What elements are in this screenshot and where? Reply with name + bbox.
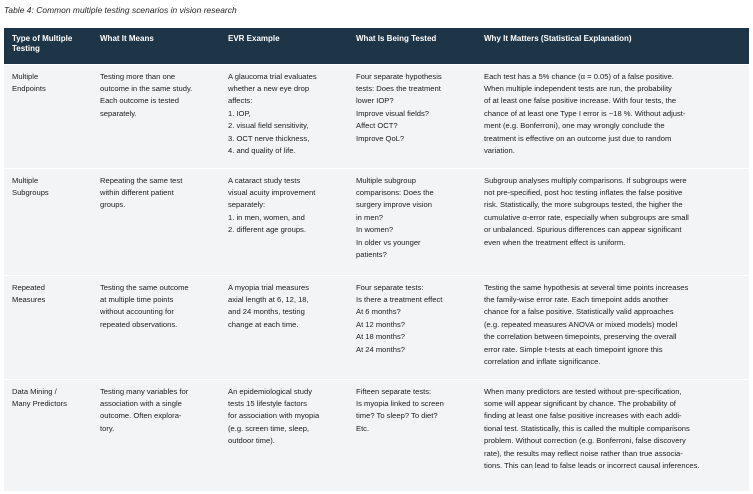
cell-text-line: ment (e.g. Bonferroni), one may wrongly conclude the	[484, 121, 665, 131]
cell-text-line: outcome. Often explora-	[100, 411, 182, 421]
cell-text-line: tests: Does the treatment	[356, 83, 441, 93]
cell-text-line: Each test has a 5% chance (α = 0.05) of a false positive.	[484, 71, 674, 81]
cell-text-line: for association with myopia	[228, 411, 320, 421]
cell-text-line: Multiple subgroup	[356, 175, 416, 185]
cell-text-line: risk. Statistically, the more subgroups tested, the higher the	[484, 200, 683, 210]
cell-text-line: Multiple	[12, 71, 39, 81]
table-row	[4, 64, 749, 168]
header-line: Testing	[12, 44, 40, 53]
cell-text-line: patients?	[356, 249, 387, 259]
cell-text-line: outdoor time).	[228, 436, 275, 446]
cell-what-it-means	[92, 168, 220, 275]
cell-what-is-tested	[348, 64, 476, 168]
cell-text-line: At 6 months?	[356, 307, 401, 317]
cell-text-line: separately:	[228, 200, 266, 210]
cell-text-line: groups.	[100, 200, 126, 210]
cell-text-line: visual acuity improvement	[228, 187, 316, 197]
header-type	[4, 28, 92, 64]
cell-text-line: Multiple	[12, 175, 39, 185]
cell-text-line: Affect OCT?	[356, 121, 398, 131]
cell-text-line: A myopia trial measures	[228, 282, 310, 292]
cell-text-line: When multiple independent tests are run, the probability	[484, 83, 672, 93]
cell-text-line: 1. IOP,	[228, 108, 251, 118]
cell-text-line: tests 15 lifestyle factors	[228, 398, 307, 408]
cell-text-line: 1. in men, women, and	[228, 212, 305, 222]
cell-what-is-tested	[348, 168, 476, 275]
cell-text-line: time? To sleep? To diet?	[356, 411, 438, 421]
cell-text-line: Fifteen separate tests:	[356, 386, 432, 396]
cell-text-line: of at least one false positive increase. With four tests, the	[484, 96, 677, 106]
cell-text-line: Many Predictors	[12, 398, 67, 408]
cell-text-line: the correlation between timepoints, preserving the overall	[484, 332, 677, 342]
cell-text-line: Endpoints	[12, 83, 46, 93]
cell-text-line: An epidemiological study	[228, 386, 313, 396]
header-what-it-means	[92, 28, 220, 64]
cell-text-line: surgery improve vision	[356, 200, 432, 210]
cell-text-line: Improve visual fields?	[356, 108, 430, 118]
cell-text-line: Etc.	[356, 423, 370, 433]
cell-text-line: At 24 months?	[356, 344, 405, 354]
cell-text-line: (e.g. screen time, sleep,	[228, 423, 310, 433]
cell-text-line: the family-wise error rate. Each timepoint adds another	[484, 294, 669, 304]
cell-text-line: change at each time.	[228, 319, 299, 329]
cell-evr-example	[220, 275, 348, 379]
cell-text-line: At 18 months?	[356, 332, 405, 342]
header-line: What It Means	[100, 34, 154, 43]
cell-what-it-means	[92, 379, 220, 491]
table-row	[4, 275, 749, 379]
cell-why-it-matters	[476, 64, 749, 168]
cell-text-line: tions. This can lead to false leads or incorrect causal inferences.	[484, 460, 700, 470]
table-caption: Table 4: Common multiple testing scenarios in vision research	[4, 5, 237, 15]
cell-text-line: (e.g. repeated measures ANOVA or mixed models) model	[484, 319, 678, 329]
cell-text-line: 2. different age groups.	[228, 225, 306, 235]
cell-why-it-matters	[476, 379, 749, 491]
cell-text-line: Testing the same outcome	[100, 282, 189, 292]
cell-type	[4, 379, 92, 491]
cell-text-line: or unbalanced. Spurious differences can appear significant	[484, 225, 682, 235]
cell-what-it-means	[92, 64, 220, 168]
cell-text-line: Repeating the same test	[100, 175, 183, 185]
cell-text-line: comparisons: Does the	[356, 187, 434, 197]
cell-type	[4, 275, 92, 379]
cell-text-line: chance of at least one Type I error is ~18 %. Without adjust-	[484, 108, 686, 118]
cell-text-line: lower IOP?	[356, 96, 394, 106]
multiple-testing-scenarios-table	[4, 28, 749, 491]
cell-text-line: Each outcome is tested	[100, 96, 179, 106]
cell-what-is-tested	[348, 275, 476, 379]
cell-text-line: Data Mining /	[12, 386, 57, 396]
cell-text-line: Four separate hypothesis	[356, 71, 442, 81]
table-header-row	[4, 28, 749, 64]
cell-text-line: In women?	[356, 225, 394, 235]
cell-text-line: 3. OCT nerve thickness,	[228, 133, 310, 143]
cell-text-line: Improve QoL?	[356, 133, 405, 143]
cell-text-line: 2. visual field sensitivity,	[228, 121, 309, 131]
cell-evr-example	[220, 168, 348, 275]
cell-text-line: treatment is effective on an outcome just due to random	[484, 133, 672, 143]
table-body	[4, 64, 749, 491]
header-line: Type of Multiple	[12, 34, 73, 43]
table-row	[4, 168, 749, 275]
cell-text-line: at multiple time points	[100, 294, 174, 304]
cell-why-it-matters	[476, 168, 749, 275]
cell-text-line: affects:	[228, 96, 253, 106]
cell-text-line: Testing more than one	[100, 71, 176, 81]
header-what-is-tested	[348, 28, 476, 64]
cell-text-line: separately.	[100, 108, 137, 118]
cell-type	[4, 64, 92, 168]
cell-text-line: repeated observations.	[100, 319, 178, 329]
cell-text-line: variation.	[484, 145, 515, 155]
cell-text-line: At 12 months?	[356, 319, 405, 329]
cell-text-line: Testing many variables for	[100, 386, 189, 396]
cell-text-line: chance for a false positive. Statistically valid approaches	[484, 307, 674, 317]
cell-text-line: some will appear significant by chance. The probability of	[484, 398, 676, 408]
cell-what-it-means	[92, 275, 220, 379]
cell-text-line: within different patient	[100, 187, 174, 197]
scenarios-table-container	[4, 28, 749, 491]
cell-text-line: in men?	[356, 212, 384, 222]
cell-evr-example	[220, 64, 348, 168]
cell-text-line: Testing the same hypothesis at several time points increases	[484, 282, 689, 292]
cell-text-line: In older vs younger	[356, 237, 421, 247]
header-line: Why It Matters (Statistical Explanation)	[484, 34, 632, 43]
cell-text-line: whether a new eye drop	[228, 83, 310, 93]
cell-text-line: A cataract study tests	[228, 175, 301, 185]
header-why-it-matters	[476, 28, 749, 64]
cell-text-line: axial length at 6, 12, 18,	[228, 294, 309, 304]
cell-text-line: Measures	[12, 294, 46, 304]
cell-text-line: When many predictors are tested without pre-specification,	[484, 386, 682, 396]
cell-text-line: even when the treatment effect is uniform.	[484, 237, 626, 247]
cell-text-line: tory.	[100, 423, 115, 433]
cell-text-line: Subgroups	[12, 187, 49, 197]
cell-text-line: error rate. Simple t-tests at each timepoint ignore this	[484, 344, 663, 354]
cell-text-line: 4. and quality of life.	[228, 145, 296, 155]
cell-text-line: tional test. Statistically, this is called the multiple comparisons	[484, 423, 690, 433]
table-row	[4, 379, 749, 491]
cell-type	[4, 168, 92, 275]
cell-text-line: Is there a treatment effect	[356, 294, 443, 304]
header-evr-example	[220, 28, 348, 64]
cell-text-line: without accounting for	[100, 307, 174, 317]
header-line: What Is Being Tested	[356, 34, 437, 43]
cell-text-line: problem. Without correction (e.g. Bonferroni, false discovery	[484, 436, 686, 446]
cell-text-line: Subgroup analyses multiply comparisons. If subgroups were	[484, 175, 687, 185]
cell-text-line: A glaucoma trial evaluates	[228, 71, 317, 81]
cell-text-line: rate), the results may reflect noise rather than true associa-	[484, 448, 683, 458]
cell-text-line: outcome in the same study.	[100, 83, 193, 93]
header-line: EVR Example	[228, 34, 280, 43]
cell-text-line: correlation and inflate significance.	[484, 356, 601, 366]
cell-text-line: finding at least one false positive increases with each addi-	[484, 411, 682, 421]
cell-why-it-matters	[476, 275, 749, 379]
cell-text-line: and 24 months, testing	[228, 307, 305, 317]
cell-text-line: Four separate tests:	[356, 282, 424, 292]
cell-text-line: not pre-specified, post hoc testing inflates the false positive	[484, 187, 683, 197]
cell-text-line: cumulative α-error rate, especially when subgroups are small	[484, 212, 689, 222]
cell-evr-example	[220, 379, 348, 491]
cell-text-line: association with a single	[100, 398, 182, 408]
cell-text-line: Repeated	[12, 282, 45, 292]
cell-what-is-tested	[348, 379, 476, 491]
cell-text-line: Is myopia linked to screen	[356, 398, 444, 408]
